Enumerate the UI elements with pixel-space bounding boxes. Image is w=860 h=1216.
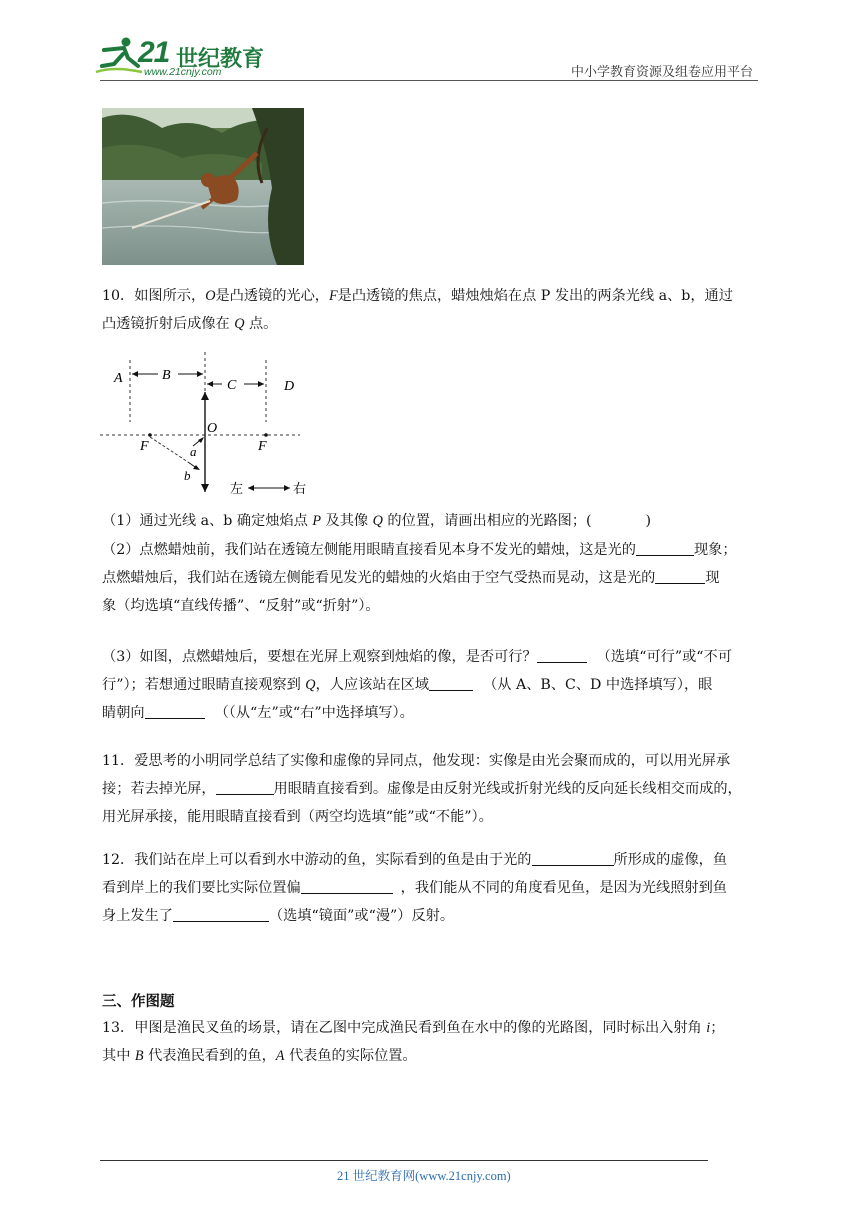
- q10-stem: 10．如图所示，O是凸透镜的光心，F是凸透镜的焦点，蜡烛烛焰在点 P 发出的两条光线 a、b，通过 凸透镜折射后成像在 Q 点。: [102, 288, 733, 332]
- section-title: 三、作图题: [102, 994, 175, 1010]
- header-platform-name: 中小学教育资源及组卷应用平台: [571, 65, 754, 80]
- q13-text: 13．甲图是渔民叉鱼的场景，请在乙图中完成渔民看到鱼在水中的像的光路图，同时标出入射角 i； 其中 B 代表渔民看到的鱼，A 代表鱼的实际位置。: [102, 1020, 725, 1064]
- q11-text: 11．爱思考的小明同学总结了实像和虚像的异同点，他发现：实像是由光会聚而成的，可以用光屏承 接；若去掉光屏， 用眼睛直接看到。虚像是由反射光线或折射光线的反向延长线相交而成的， 用光屏承接，能用眼睛直接看到（两空均选填“能”或“不能”）。: [102, 753, 742, 825]
- region-C-label: C: [227, 378, 237, 393]
- q12-text: 12．我们站在岸上可以看到水中游动的鱼，实际看到的鱼是由于光的 所形成的虚像，鱼 看到岸上的我们要比实际位置偏 ，我们能从不同的角度看见鱼，是因为光线照射到鱼 身上发生了 （选填“镜面”或“漫”）反射。: [102, 852, 728, 924]
- orangutan-photo: [102, 108, 304, 265]
- site-logo[interactable]: [94, 36, 264, 80]
- logo-title: 世纪教育: [176, 47, 265, 72]
- region-D-label: D: [284, 379, 295, 394]
- focus-left-label: F: [140, 439, 149, 454]
- footer-rule: [100, 1160, 708, 1161]
- answer-blank[interactable]: [301, 879, 393, 894]
- answer-blank[interactable]: [537, 648, 587, 663]
- answer-blank[interactable]: [655, 569, 705, 584]
- logo-number: 21: [138, 36, 170, 69]
- right-direction-label: 右: [293, 482, 307, 497]
- q10-sub1: （1）通过光线 a、b 确定烛焰点 P 及其像 Q 的位置，请画出相应的光路图；( ): [102, 513, 652, 529]
- answer-blank[interactable]: [216, 780, 274, 795]
- region-B-label: B: [162, 368, 171, 383]
- ray-b-label: b: [184, 468, 191, 483]
- answer-blank[interactable]: [532, 851, 614, 866]
- answer-blank[interactable]: [429, 676, 473, 691]
- focus-right-label: F: [258, 439, 267, 454]
- footer-text[interactable]: 21 世纪教育网(www.21cnjy.com): [337, 1169, 511, 1183]
- lens-diagram: [100, 352, 310, 498]
- logo-url: www.21cnjy.com: [144, 66, 222, 78]
- q10-sub2: （2）点燃蜡烛前，我们站在透镜左侧能用眼睛直接看见本身不发光的蜡烛，这是光的 现象； 点燃蜡烛后，我们站在透镜左侧能看见发光的蜡烛的火焰由于空气受热而晃动，这是光的 现 象（均选填“直线传播”、“反射”或“折射”）。: [102, 542, 737, 614]
- left-direction-label: 左: [230, 482, 244, 497]
- header-rule: [100, 80, 758, 81]
- region-A-label: A: [114, 371, 123, 386]
- q10-sub3: （3）如图，点燃蜡烛后，要想在光屏上观察到烛焰的像，是否可行？ （选填“可行”或“不可 行”）；若想通过眼睛直接观察到 Q，人应该站在区域 （从 A、B、C、D 中选择填写），眼 睛朝向 （（从“左”或“右”中选择填写）。: [102, 649, 732, 721]
- answer-blank[interactable]: [145, 704, 205, 719]
- answer-blank[interactable]: [636, 541, 694, 556]
- answer-blank[interactable]: [173, 907, 269, 922]
- runner-logo-icon: [94, 36, 144, 76]
- ray-a-label: a: [190, 444, 197, 459]
- optical-center-label: O: [207, 421, 218, 436]
